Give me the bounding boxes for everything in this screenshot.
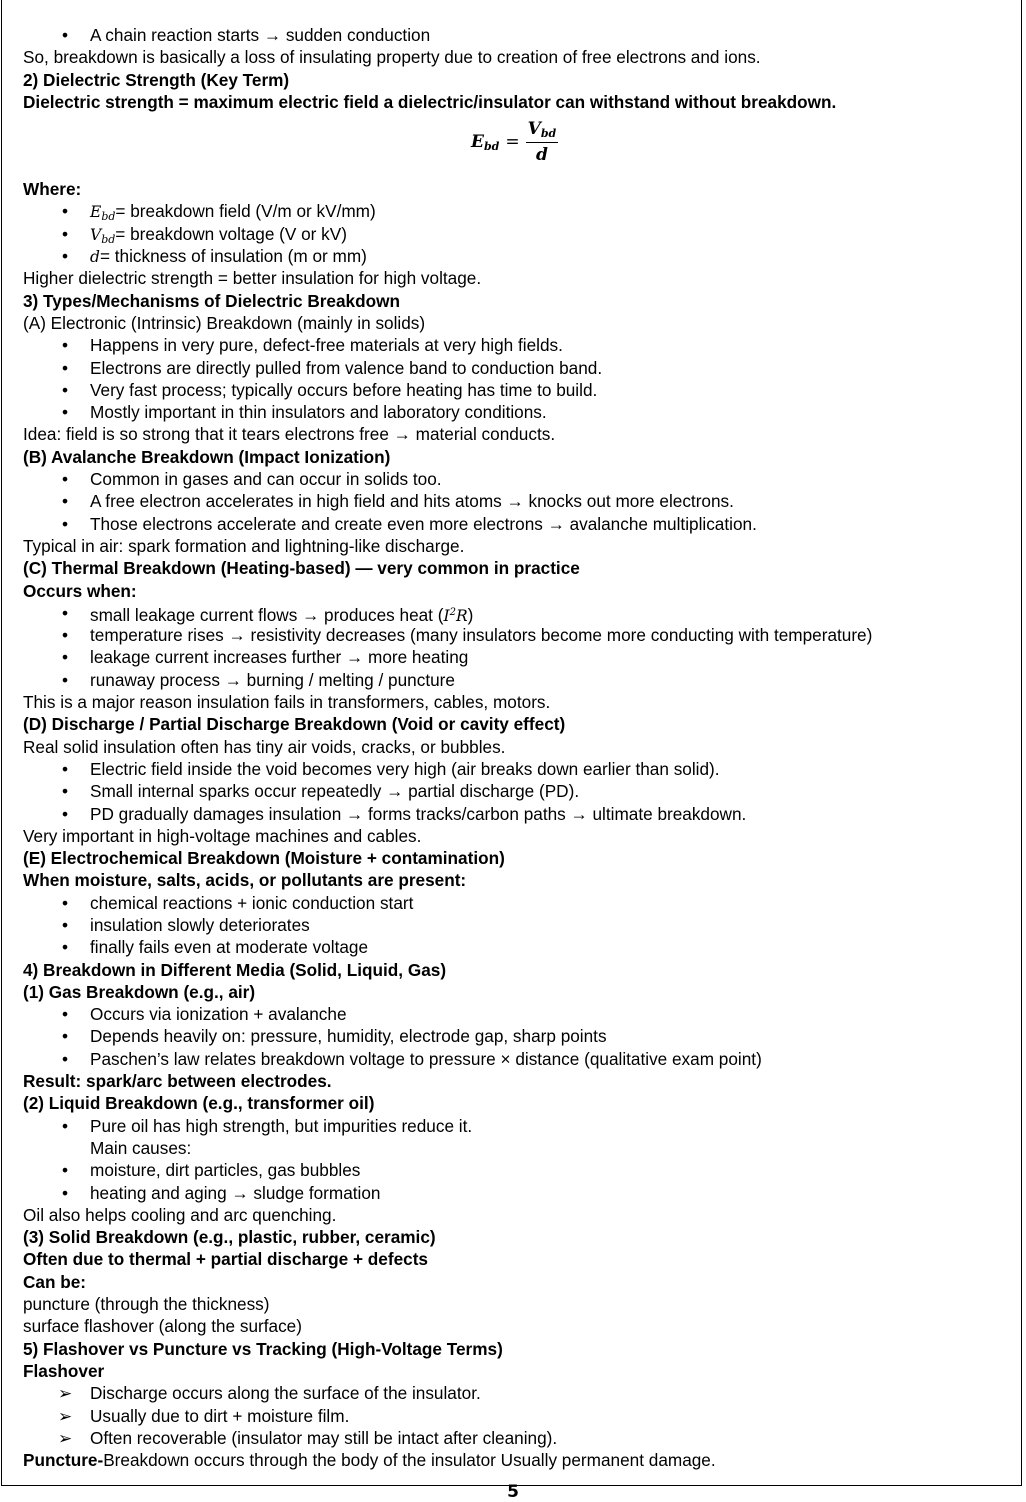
list-item: • insulation slowly deteriorates [61,914,310,935]
paragraph: Typical in air: spark formation and lightning-like discharge. [23,535,465,556]
list-item: • Happens in very pure, defect-free materials at very high fields. [61,335,563,356]
list-item: • leakage current increases further → more heating [61,647,469,668]
subsection-heading: (3) Solid Breakdown (e.g., plastic, rubber, ceramic) [23,1227,436,1248]
formula-lhs: $E_{bd}$ [471,131,500,153]
section-heading: 5) Flashover vs Puncture vs Tracking (High-Voltage Terms) [23,1338,503,1359]
section-heading: 4) Breakdown in Different Media (Solid, Liquid, Gas) [23,959,447,980]
paragraph: puncture (through the thickness) [23,1294,270,1315]
paragraph: Very important in high-voltage machines and cables. [23,825,422,846]
list-item: • d= thickness of insulation (m or mm) [61,246,367,267]
list-item: • A free electron accelerates in high field and hits atoms → knocks out more electrons. [61,491,734,512]
list-item: • Electrons are directly pulled from valence band to conduction band. [61,357,603,378]
subsection-heading: (C) Thermal Breakdown (Heating-based) — very common in practice [23,558,580,579]
list-item: • Common in gases and can occur in solids too. [61,469,442,490]
list-item: • Small internal sparks occur repeatedly → partial discharge (PD). [61,781,580,802]
list-item: ➢ Discharge occurs along the surface of the insulator. [58,1383,481,1404]
list-item: • PD gradually damages insulation → forms tracks/carbon paths → ultimate breakdown. [61,803,747,824]
paragraph: Real solid insulation often has tiny air voids, cracks, or bubbles. [23,736,506,757]
page-number: 5 [507,1482,519,1502]
arrow-marker: ➢ [58,1427,73,1448]
subsection-heading: (A) Electronic (Intrinsic) Breakdown (mainly in solids) [23,312,426,333]
list-item: • Pure oil has high strength, but impurities reduce it. [61,1115,473,1136]
arrow-marker: ➢ [58,1405,73,1426]
term-heading: Flashover [23,1360,105,1381]
where-label: Where: [23,179,82,200]
list-item: ➢ Often recoverable (insulator may still be intact after cleaning). [58,1427,558,1448]
label: Can be: [23,1271,87,1292]
document-body [23,24,1018,1471]
paragraph: Idea: field is so strong that it tears electrons free → material conducts. [23,424,556,445]
list-item: • runaway process → burning / melting / puncture [61,669,455,690]
list-item: • Those electrons accelerate and create even more electrons → avalanche multiplication. [61,513,757,534]
paragraph: Puncture-Breakdown occurs through the body of the insulator Usually permanent damage. [23,1450,716,1471]
subsection-heading: (2) Liquid Breakdown (e.g., transformer oil) [23,1093,375,1114]
subsection-heading: (D) Discharge / Partial Discharge Breakdown (Void or cavity effect) [23,714,566,735]
list-item: • small leakage current flows → produces heat $(I^2R)$ [61,602,474,625]
list-item: • $V_{bd}=$ breakdown voltage (V or kV) [61,223,347,246]
list-item: • Electric field inside the void becomes very high (air breaks down earlier than solid). [61,758,720,779]
list-item-continuation: Main causes: [90,1137,192,1158]
section-heading: 3) Types/Mechanisms of Dielectric Breakdown [23,290,400,311]
paragraph: So, breakdown is basically a loss of insulating property due to creation of free electrons and ions. [23,47,761,68]
section-heading: 2) Dielectric Strength (Key Term) [23,69,290,90]
paragraph: surface flashover (along the surface) [23,1316,302,1337]
subsection-heading: (1) Gas Breakdown (e.g., air) [23,981,256,1002]
paragraph: Oil also helps cooling and arc quenching. [23,1204,337,1225]
list-item: • heating and aging → sludge formation [61,1182,381,1203]
formula-fraction: $\frac{V_{bd}}{d}$ [527,119,557,166]
paragraph: Higher dielectric strength = better insulation for high voltage. [23,268,482,289]
subsection-heading: (B) Avalanche Breakdown (Impact Ionization) [23,446,391,467]
list-item: • temperature rises → resistivity decreases (many insulators become more conducting with temperature) [61,625,873,646]
list-item: ➢ Usually due to dirt + moisture film. [58,1405,350,1426]
list-item: • Mostly important in thin insulators and laboratory conditions. [61,402,547,423]
list-item: • finally fails even at moderate voltage [61,937,369,958]
subsection-heading: (E) Electrochemical Breakdown (Moisture + contamination) [23,848,505,869]
list-item: • chemical reactions + ionic conduction start [61,892,414,913]
list-item: • Occurs via ionization + avalanche [61,1004,347,1025]
label: When moisture, salts, acids, or pollutants are present: [23,870,467,891]
list-item: • $E_{bd}=$ breakdown field (V/m or kV/mm) [61,201,376,224]
label: Occurs when: [23,580,137,601]
list-item: • A chain reaction starts → sudden conduction [23,24,1018,46]
list-item: • moisture, dirt particles, gas bubbles [61,1160,361,1181]
arrow-marker: ➢ [58,1383,73,1404]
formula-dielectric-strength: $E_{bd}$ = $\frac{V_{bd}}{d}$ [471,119,557,166]
paragraph: This is a major reason insulation fails in transformers, cables, motors. [23,692,551,713]
term-label: Puncture- [23,1450,104,1471]
label: Result: spark/arc between electrodes. [23,1071,332,1092]
list-item: • Very fast process; typically occurs before heating has time to build. [61,379,598,400]
list-item: • Depends heavily on: pressure, humidity, electrode gap, sharp points [61,1026,607,1047]
bullet-marker: • [61,25,69,45]
definition: Dielectric strength = maximum electric field a dielectric/insulator can withstand without breakdown. [23,91,837,112]
list-item: • Paschen’s law relates breakdown voltage to pressure × distance (qualitative exam point) [61,1048,762,1069]
label: Often due to thermal + partial discharge + defects [23,1249,428,1270]
